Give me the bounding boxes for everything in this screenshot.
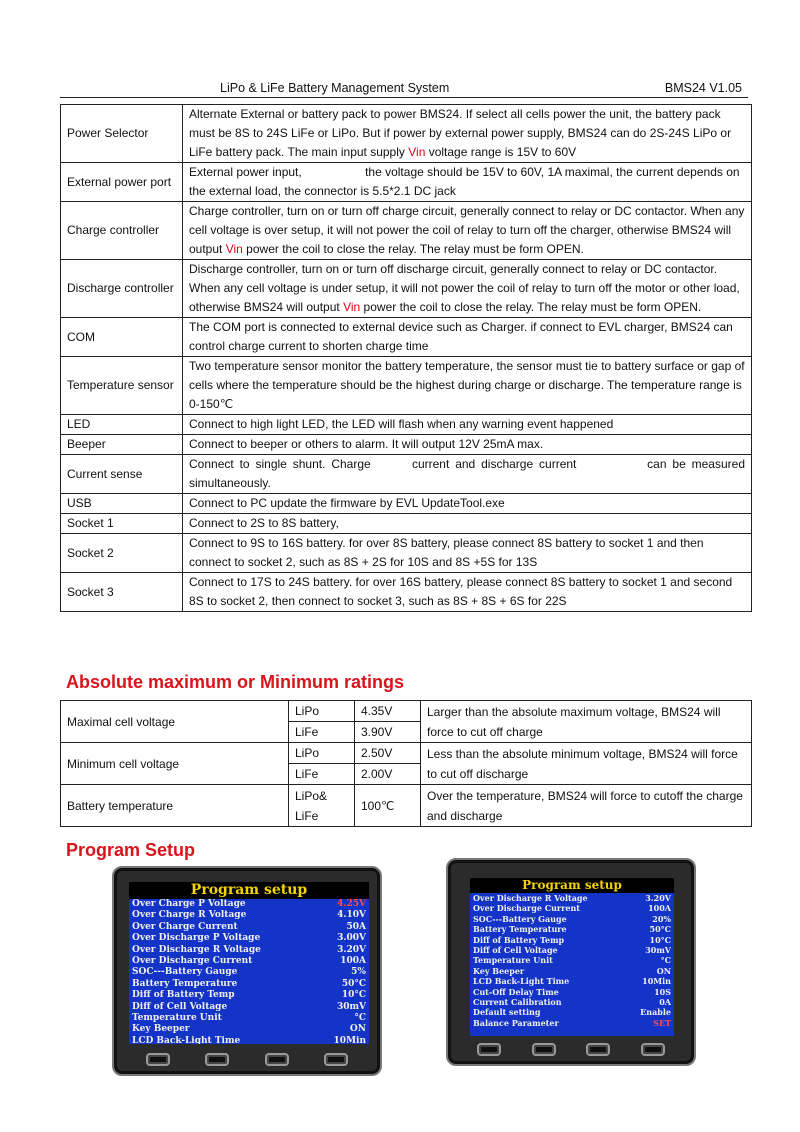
description-text: Charge controller, turn on or turn off charge circuit, generally connect to relay or DC contactor. When any cell voltage is over setup, it will not power the coil of relay to turn off the charger, otherwise BMS24 will output (189, 204, 748, 256)
description-text: Two temperature sensor monitor the battery temperature, the sensor must tie to battery surface or gap of cells where the temperature should be the highest during charge or discharge. The temperature range is 0-150℃ (189, 359, 748, 411)
rating-chemistry: LiPo (289, 701, 355, 722)
list-item (129, 922, 369, 933)
setting-value: 10Min (333, 1035, 366, 1044)
table-row (61, 415, 752, 435)
setting-value: 100A (648, 903, 671, 914)
list-item (129, 990, 369, 1001)
list-item (470, 987, 674, 997)
feature-table (60, 104, 752, 612)
device-photo-right (446, 858, 696, 1066)
table-row (61, 455, 752, 494)
feature-description (183, 573, 752, 612)
setting-value: ON (656, 965, 671, 976)
ratings-heading: Absolute maximum or Minimum ratings (66, 672, 405, 692)
feature-description (183, 494, 752, 514)
description-text: Discharge controller, turn on or turn off discharge circuit, generally connect to relay or DC contactor. When any cell voltage is under setup, it will not power the coil of relay to turn off the motor or other load, otherwise BMS24 will output (189, 262, 744, 314)
description-text: power the coil to close the relay. The relay must be form OPEN. (360, 300, 702, 314)
description-text: power the coil to close the relay. The relay must be form OPEN. (242, 242, 584, 256)
setting-name: Cut-Off Delay Time (473, 986, 559, 997)
setting-name: SOC---Battery Gauge (473, 913, 567, 924)
device-button (586, 1043, 610, 1056)
table-row (61, 743, 752, 764)
setting-value: 10Min (642, 976, 671, 987)
table-row (61, 494, 752, 514)
description-text: Connect to high light LED, the LED will flash when any warning event happened (189, 417, 614, 431)
document-title: LiPo & LiFe Battery Management System (220, 81, 450, 95)
rating-chemistry: LiFe (289, 722, 355, 743)
description-text: Connect to beeper or others to alarm. It will output 12V 25mA max. (189, 437, 544, 451)
list-item (129, 1002, 369, 1013)
setting-value: °C (354, 1013, 366, 1024)
setting-name: Temperature Unit (132, 1013, 222, 1024)
feature-description (183, 260, 752, 318)
feature-label: Current sense (61, 455, 183, 494)
setting-name: Diff of Cell Voltage (473, 945, 558, 956)
rating-note: Over the temperature, BMS24 will force to cutoff the charge and discharge (421, 785, 752, 827)
list-item (129, 1036, 369, 1044)
table-row (61, 202, 752, 260)
feature-label: Beeper (61, 435, 183, 455)
list-item (470, 997, 674, 1007)
table-row (61, 357, 752, 415)
rating-note: Less than the absolute minimum voltage, BMS24 will force to cut off discharge (421, 743, 752, 785)
page-header (60, 78, 748, 98)
list-item (470, 945, 674, 955)
description-text: Connect to single shunt. Charge current and discharge current can be measured simultaneously. (189, 457, 749, 490)
list-item (129, 967, 369, 978)
list-item (470, 976, 674, 986)
rating-chemistry: LiFe (289, 764, 355, 785)
setting-name: Over Discharge R Voltage (473, 893, 588, 903)
setting-value: 4.10V (337, 910, 366, 921)
list-item (470, 1018, 674, 1028)
list-item (470, 955, 674, 965)
setting-name: Over Charge R Voltage (132, 910, 247, 921)
feature-label: LED (61, 415, 183, 435)
feature-description (183, 435, 752, 455)
setting-name: Diff of Cell Voltage (132, 1001, 228, 1012)
rating-name: Battery temperature (61, 785, 289, 827)
list-item (470, 914, 674, 924)
feature-description (183, 534, 752, 573)
device-button (146, 1053, 170, 1066)
lcd-screen (129, 882, 369, 1044)
description-text: Connect to 17S to 24S battery. for over 16S battery, please connect 8S battery to socket 1 and second 8S to socket 2, then connect to socket 3, such as 8S + 8S + 6S for 22S (189, 575, 736, 608)
table-row (61, 163, 752, 202)
setting-value: 3.00V (337, 933, 366, 944)
setting-name: Current Calibration (473, 997, 562, 1008)
setting-name: Key Beeper (132, 1024, 190, 1035)
table-row (61, 318, 752, 357)
setting-name: Temperature Unit (473, 955, 553, 966)
setting-name: Battery Temperature (473, 924, 567, 935)
setting-value: 0A (659, 997, 671, 1008)
feature-description (183, 357, 752, 415)
setting-value: ON (349, 1024, 366, 1035)
table-row (61, 260, 752, 318)
rating-chemistry: LiPo& LiFe (289, 785, 355, 827)
screen-title: Program setup (129, 882, 369, 899)
setting-value: 3.20V (645, 893, 671, 903)
list-item (470, 924, 674, 934)
setting-name: LCD Back-Light Time (132, 1035, 241, 1044)
rating-name: Maximal cell voltage (61, 701, 289, 743)
list-item (129, 933, 369, 944)
description-text: Connect to 9S to 16S battery. for over 8S battery, please connect 8S battery to socket 1 and then connect to socket 2, such as 8S + 2S for 10S and 8S +5S for 13S (189, 536, 707, 569)
description-text: Connect to PC update the firmware by EVL UpdateTool.exe (189, 496, 505, 510)
feature-description (183, 163, 752, 202)
list-item (470, 893, 674, 903)
description-text: Alternate External or battery pack to power BMS24. If select all cells power the unit, the battery pack must be 8S to 24S LiFe or LiPo. But if power by external power supply, BMS24 can do 2S-24S LiPo or LiFe battery pack. The main input supply (189, 107, 735, 159)
document-version: BMS24 V1.05 (664, 81, 742, 95)
setting-name: Over Discharge P Voltage (132, 933, 261, 944)
setting-name: SOC---Battery Gauge (132, 967, 238, 978)
table-row (61, 573, 752, 612)
setting-value: 4.25V (337, 899, 366, 909)
vin-highlight: Vin (343, 300, 361, 314)
list-item (129, 979, 369, 990)
setting-value: 10°C (341, 990, 366, 1001)
device-button (324, 1053, 348, 1066)
rating-value: 100℃ (355, 785, 421, 827)
vin-highlight: Vin (225, 242, 243, 256)
list-item (470, 1007, 674, 1017)
setting-name: LCD Back-Light Time (473, 976, 570, 987)
feature-label: Socket 1 (61, 514, 183, 534)
device-button (477, 1043, 501, 1056)
screen-title: Program setup (470, 878, 674, 893)
device-button (532, 1043, 556, 1056)
feature-label: Charge controller (61, 202, 183, 260)
setting-name: Key Beeper (473, 965, 525, 976)
vin-highlight: Vin (408, 145, 426, 159)
feature-description (183, 514, 752, 534)
setting-value: 30mV (336, 1001, 366, 1012)
device-button (205, 1053, 229, 1066)
setting-value: °C (660, 955, 671, 966)
rating-note: Larger than the absolute maximum voltage, BMS24 will force to cut off charge (421, 701, 752, 743)
list-item (129, 899, 369, 910)
list-item (129, 956, 369, 967)
feature-label: USB (61, 494, 183, 514)
setting-name: Diff of Battery Temp (132, 990, 235, 1001)
setting-value: Enable (640, 1007, 671, 1018)
setting-value: 100A (340, 956, 366, 967)
feature-description (183, 415, 752, 435)
rating-value: 3.90V (355, 722, 421, 743)
rating-value: 2.00V (355, 764, 421, 785)
description-text: voltage range is 15V to 60V (425, 145, 577, 159)
setting-value: SET (653, 1017, 671, 1028)
feature-label: Power Selector (61, 105, 183, 163)
list-item (129, 910, 369, 921)
setting-value: 50A (346, 921, 366, 932)
feature-label: Temperature sensor (61, 357, 183, 415)
setting-name: Balance Parameter (473, 1017, 559, 1028)
rating-chemistry: LiPo (289, 743, 355, 764)
table-row (61, 514, 752, 534)
setting-value: 50°C (341, 978, 366, 989)
table-row (61, 435, 752, 455)
description-text: The COM port is connected to external device such as Charger. if connect to EVL charger, BMS24 can control charge current to shorten charge time (189, 320, 737, 353)
list-item (129, 1013, 369, 1024)
setting-value: 10S (654, 986, 671, 997)
feature-label: Discharge controller (61, 260, 183, 318)
setting-value: 30mV (645, 945, 671, 956)
setting-name: Battery Temperature (132, 978, 238, 989)
description-text: Connect to 2S to 8S battery, (189, 516, 339, 530)
setting-name: Over Discharge Current (473, 903, 580, 914)
setting-name: Over Charge Current (132, 921, 238, 932)
description-text: External power input, the voltage should be 15V to 60V, 1A maximal, the current depends on the external load, the connector is 5.5*2.1 DC jack (189, 165, 743, 198)
rating-value: 4.35V (355, 701, 421, 722)
table-row (61, 701, 752, 722)
rating-name: Minimum cell voltage (61, 743, 289, 785)
feature-description (183, 105, 752, 163)
list-item (470, 935, 674, 945)
device-button (641, 1043, 665, 1056)
setting-name: Over Discharge Current (132, 956, 253, 967)
list-item (129, 945, 369, 956)
device-photo-left (112, 866, 382, 1076)
list-item (470, 966, 674, 976)
feature-label: COM (61, 318, 183, 357)
setting-name: Diff of Battery Temp (473, 934, 565, 945)
table-row (61, 105, 752, 163)
feature-label: Socket 3 (61, 573, 183, 612)
feature-description (183, 318, 752, 357)
setting-value: 5% (351, 967, 366, 978)
setting-name: Over Discharge R Voltage (132, 944, 261, 955)
lcd-screen (470, 878, 674, 1036)
feature-description (183, 455, 752, 494)
program-heading: Program Setup (66, 840, 196, 860)
feature-label: External power port (61, 163, 183, 202)
setting-value: 10°C (649, 934, 671, 945)
setting-value: 50°C (649, 924, 671, 935)
ratings-table (60, 700, 752, 827)
rating-value: 2.50V (355, 743, 421, 764)
setting-name: Over Charge P Voltage (132, 899, 246, 909)
setting-name: Default setting (473, 1007, 541, 1018)
feature-description (183, 202, 752, 260)
setting-value: 3.20V (337, 944, 366, 955)
table-row (61, 534, 752, 573)
list-item (470, 903, 674, 913)
feature-label: Socket 2 (61, 534, 183, 573)
table-row (61, 785, 752, 827)
list-item (129, 1024, 369, 1035)
setting-value: 20% (652, 913, 671, 924)
device-button (265, 1053, 289, 1066)
